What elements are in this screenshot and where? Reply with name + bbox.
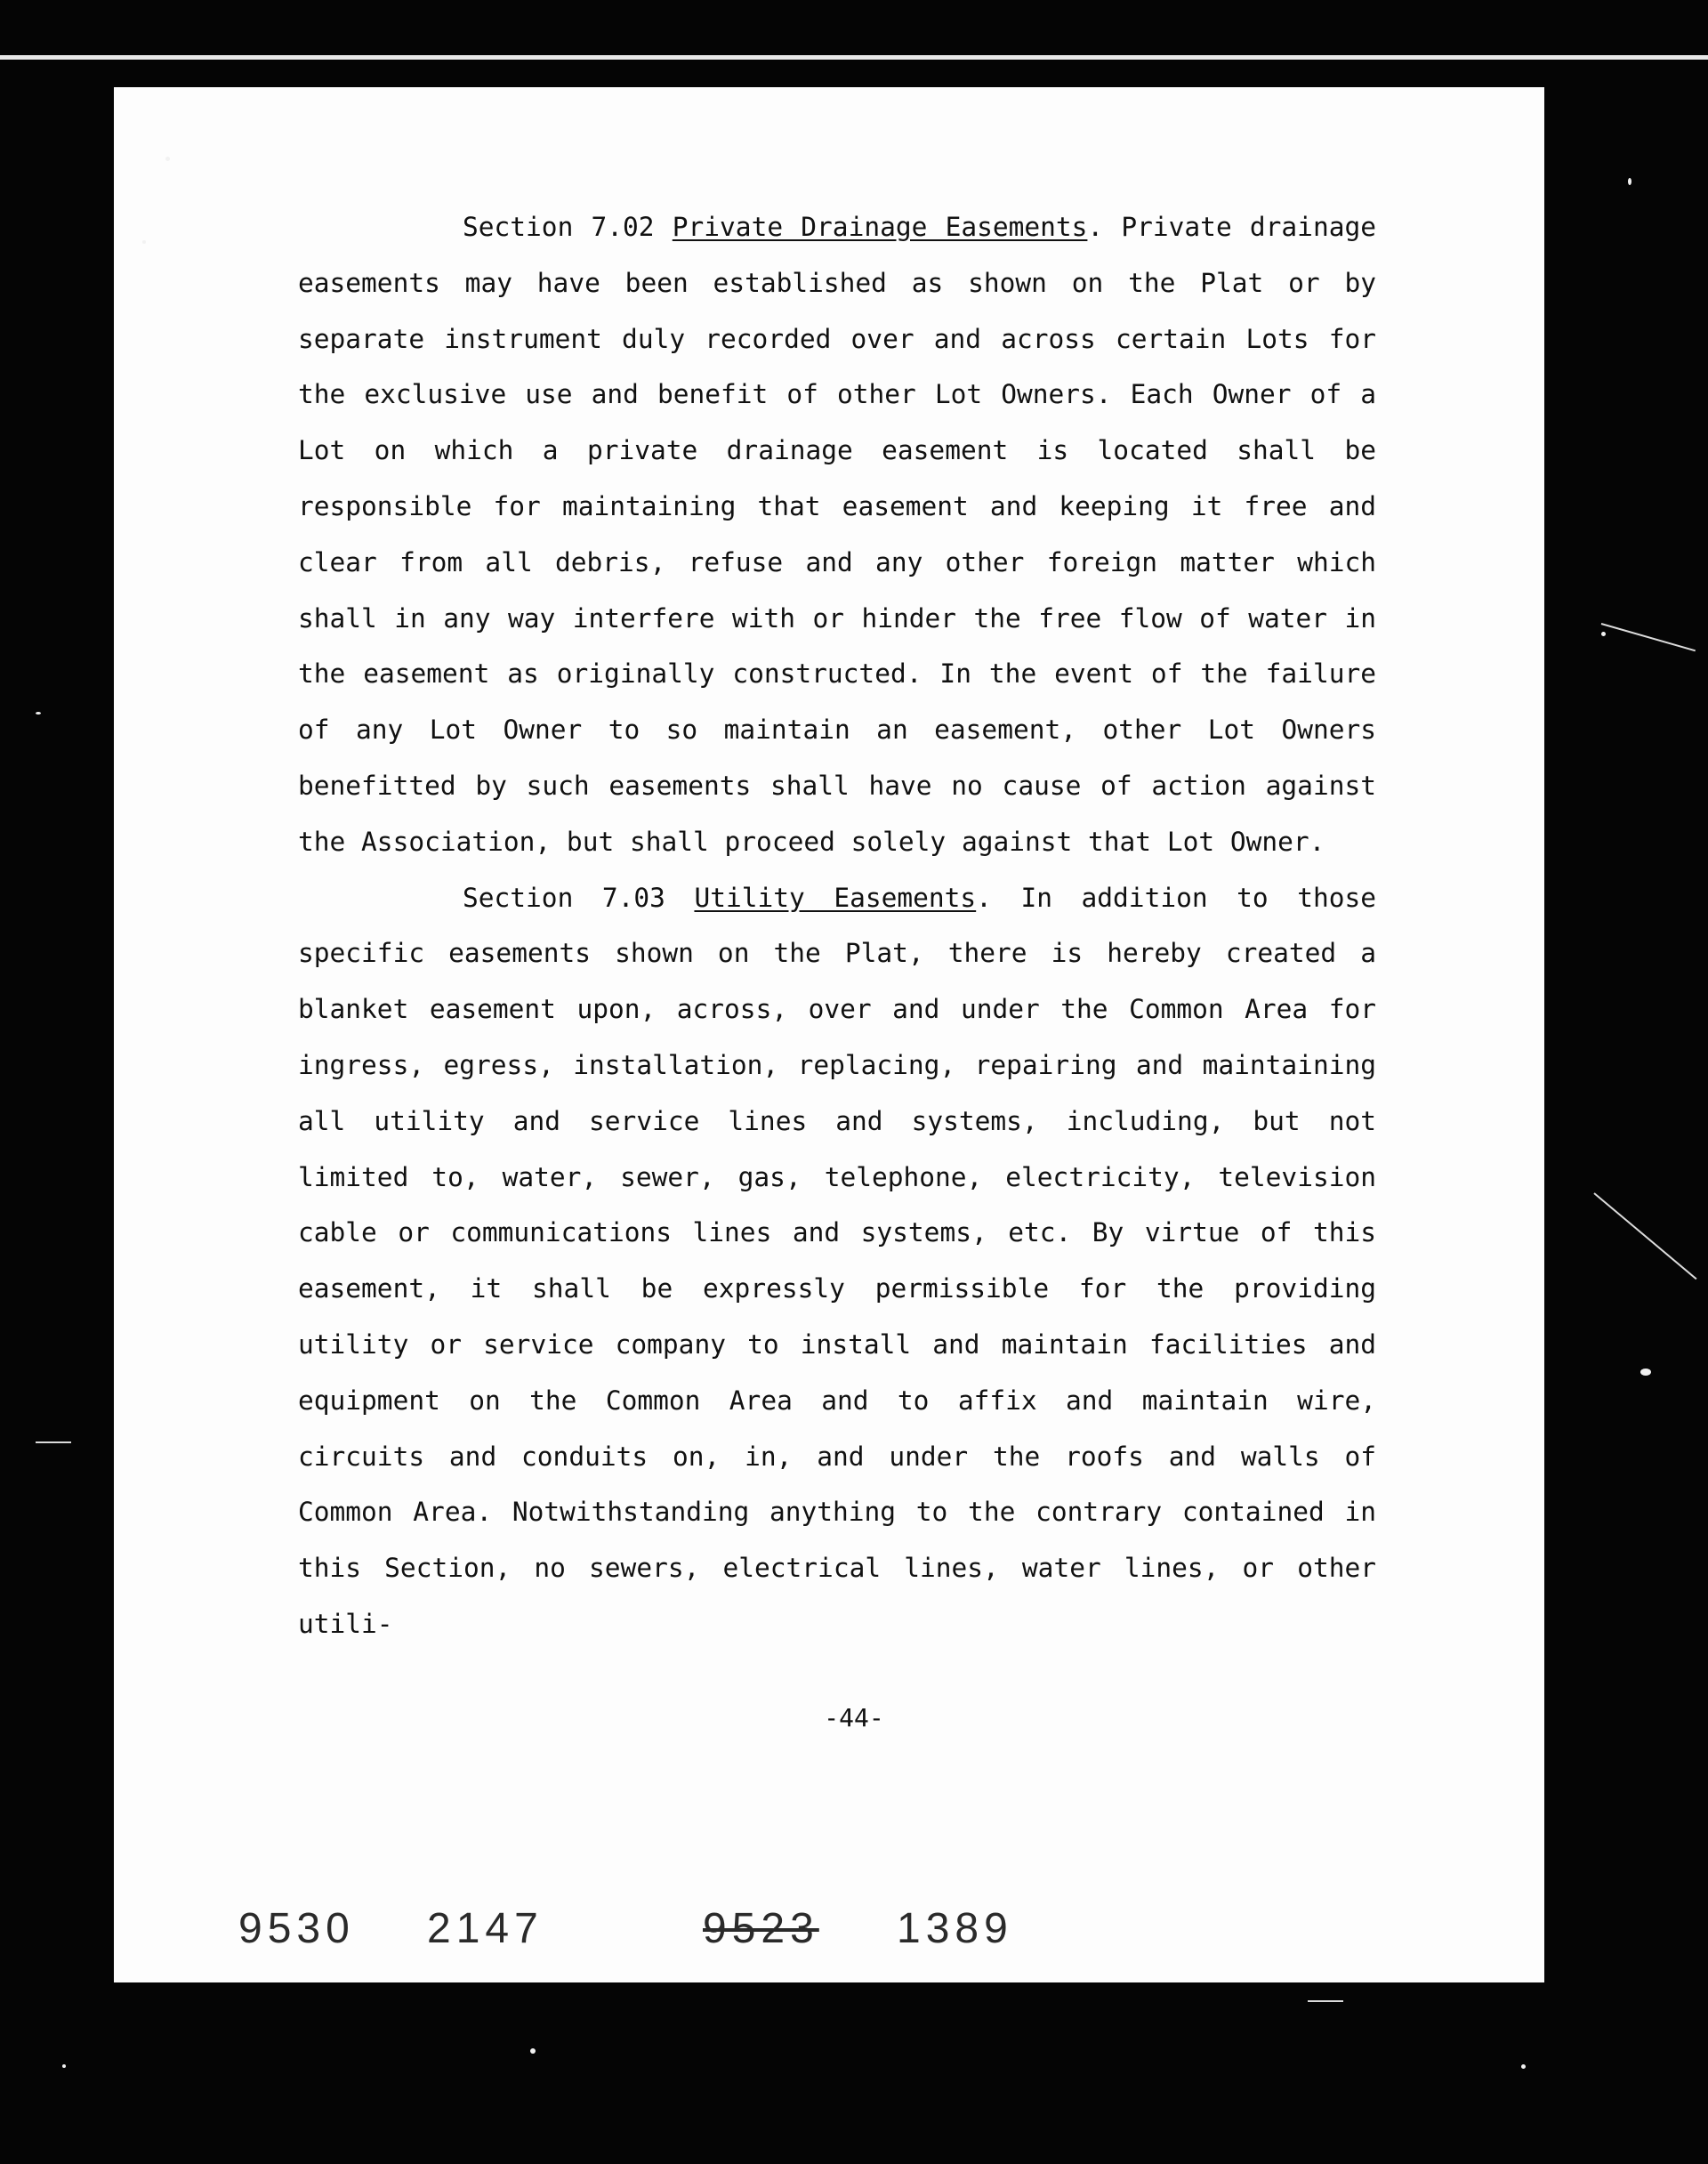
scan-speck [1601,632,1606,636]
scan-speck [36,712,41,715]
section-7-02-heading: Private Drainage Easements [672,212,1088,242]
scan-speck [142,240,146,244]
section-7-02-label: Section 7.02 [463,212,673,242]
section-7-03-text: . In addition to those specific easements shown on the Plat, there is hereby created a blanket easement upon, across, over and under the Common Area for ingress, egress, installation, replacing, repairing and maintaining all utility and service lines and systems, including, but not limited to, water, sewer, gas, telephone, electricity, television cable or communications lines and systems, etc. By virtue of this easement, it shall be expressly permissible for the providing utility or service company to install and maintain facilities and equipment on the Common Area and to affix and maintain wire, circuits and conduits on, in, and under the roofs and walls of Common Area. Notwithstanding anything to the contrary contained in this Section, no sewers, electrical lines, water lines, or other utili- [298,882,1377,1639]
scan-scratch [1601,623,1696,651]
scan-speck [62,2064,66,2068]
scan-speck [530,2048,536,2054]
struck-recording-book-number: 9523 [703,1905,819,1952]
recording-page-number: 2147 [427,1905,544,1952]
section-7-02-text: . Private drainage easements may have been established as shown on the Plat or by separate instrument duly recorded over and across certain Lots for the exclusive use and benefit of other Lot Owners. Each Owner of a Lot on which a private drainage easement is located shall be responsible for maintaining that easement and keeping it free and clear from all debris, refuse and any other foreign matter which shall in any way interfere with or hinder the free flow of water in the easement as originally constructed. In the event of the failure of any Lot Owner to so maintain an easement, other Lot Owners benefitted by such easements shall have no cause of action against the Association, but shall proceed solely against that Lot Owner. [298,212,1376,857]
scan-scratch [1593,1192,1696,1280]
section-7-03-label: Section 7.03 [463,882,695,913]
scan-speck [165,157,170,161]
section-7-03-paragraph [298,870,1376,1652]
scan-scratch [1308,2000,1343,2002]
scan-speck [1628,178,1631,185]
scan-speck [1640,1369,1651,1376]
struck-recording-page-number: 1389 [897,1905,1013,1952]
document-body [298,199,1376,1652]
section-7-02-paragraph [298,199,1376,870]
recording-book-number: 9530 [238,1905,355,1952]
scan-scratch [36,1441,71,1443]
scan-speck [1521,2064,1526,2069]
page-number: -44- [824,1703,884,1732]
section-7-03-heading: Utility Easements [694,882,977,913]
scan-edge-line [0,55,1708,60]
